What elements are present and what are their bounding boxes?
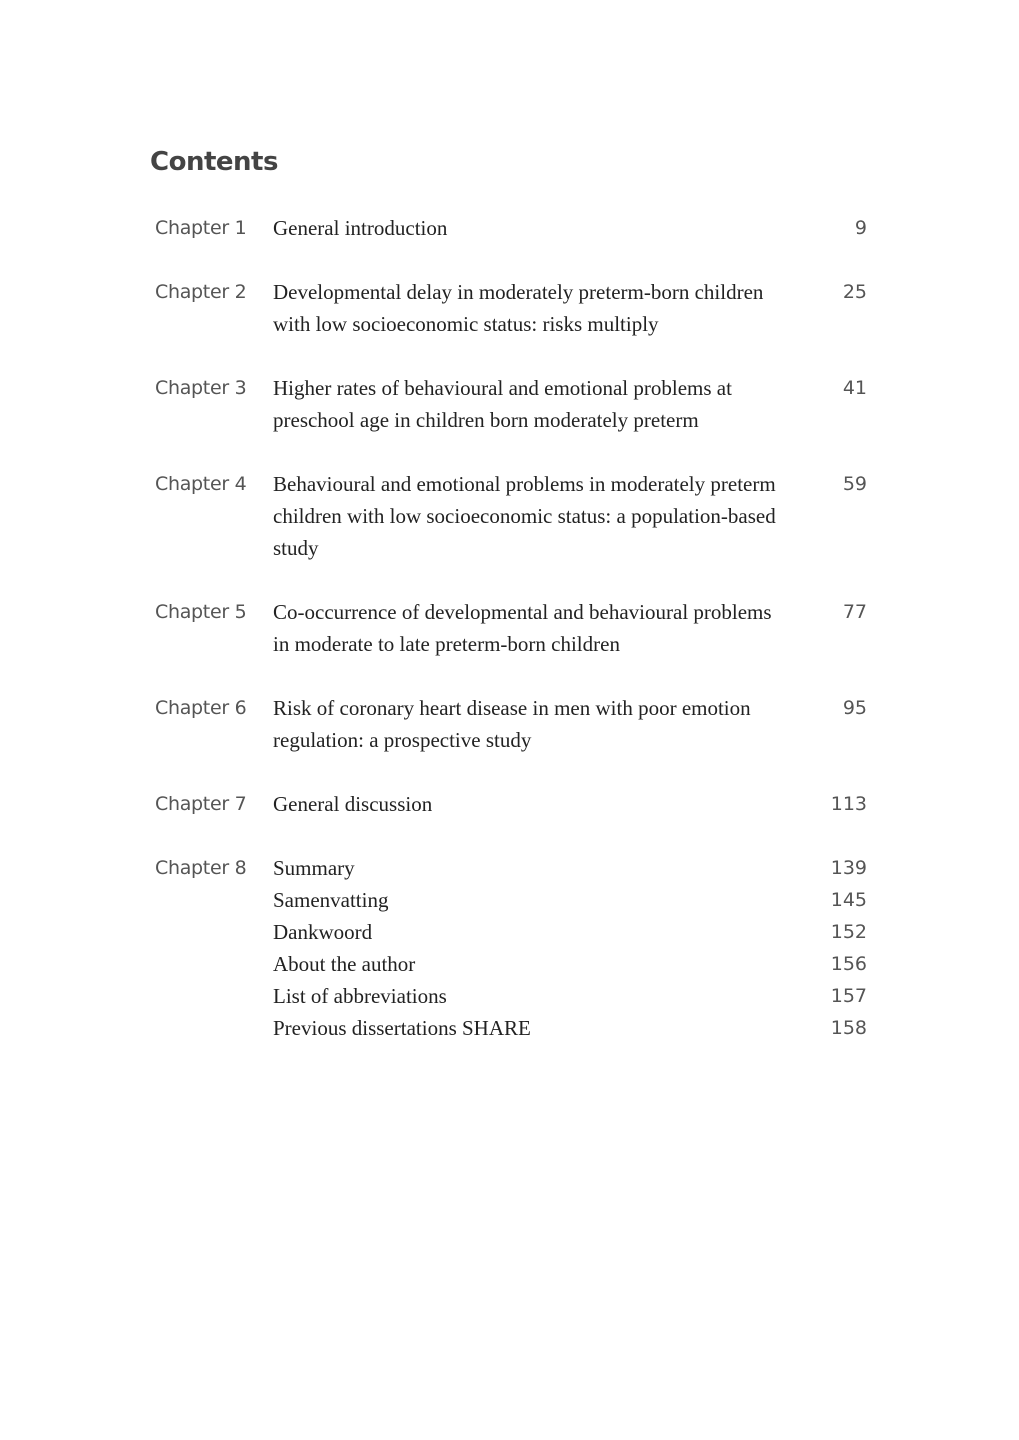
entry-page-number: 25 — [842, 281, 867, 303]
entry-page-number: 156 — [830, 953, 867, 975]
chapter-entries — [273, 692, 867, 756]
entry-page-number: 9 — [854, 217, 867, 239]
entry-title: About the author — [273, 952, 416, 976]
chapter-label: Chapter 2 — [155, 281, 247, 303]
entry-page-number: 95 — [842, 697, 867, 719]
entry-page-number: 41 — [842, 377, 867, 399]
entry-title: Risk of coronary heart disease in men with poor emotion regulation: a prospective study — [273, 696, 751, 752]
table-of-contents — [155, 212, 867, 1076]
toc-entry[interactable] — [273, 884, 867, 916]
toc-entry[interactable] — [273, 852, 867, 884]
entry-title: Dankwoord — [273, 920, 373, 944]
chapter-label: Chapter 1 — [155, 217, 247, 239]
toc-entry[interactable] — [273, 596, 867, 660]
entry-title: General discussion — [273, 792, 433, 816]
entry-page-number: 145 — [830, 889, 867, 911]
entry-page-number: 77 — [842, 601, 867, 623]
entry-title: Behavioural and emotional problems in moderately preterm children with low socioeconomic status: a population-based study — [273, 472, 776, 560]
toc-chapter-3 — [155, 372, 867, 436]
entry-page-number: 139 — [830, 857, 867, 879]
entry-title: Previous dissertations SHARE — [273, 1016, 531, 1040]
toc-entry[interactable] — [273, 948, 867, 980]
entry-title: Developmental delay in moderately preterm-born children with low socioeconomic status: risks multiply — [273, 280, 764, 336]
toc-entry[interactable] — [273, 468, 867, 564]
entry-page-number: 59 — [842, 473, 867, 495]
entry-page-number: 152 — [830, 921, 867, 943]
entry-title: Co-occurrence of developmental and behavioural problems in moderate to late preterm-born children — [273, 600, 772, 656]
toc-entry[interactable] — [273, 788, 867, 820]
chapter-label: Chapter 4 — [155, 473, 247, 495]
page-title: Contents — [150, 147, 278, 177]
chapter-entries — [273, 372, 867, 436]
toc-entry[interactable] — [273, 916, 867, 948]
entry-page-number: 157 — [830, 985, 867, 1007]
toc-entry[interactable] — [273, 980, 867, 1012]
chapter-label: Chapter 7 — [155, 793, 247, 815]
toc-chapter-4 — [155, 468, 867, 564]
entry-title: Samenvatting — [273, 888, 389, 912]
chapter-entries — [273, 596, 867, 660]
toc-chapter-5 — [155, 596, 867, 660]
entry-title: Higher rates of behavioural and emotional problems at preschool age in children born moderately preterm — [273, 376, 732, 432]
chapter-entries — [273, 468, 867, 564]
chapter-label: Chapter 8 — [155, 857, 247, 879]
toc-chapter-8 — [155, 852, 867, 1044]
chapter-entries — [273, 212, 867, 244]
chapter-entries — [273, 852, 867, 1044]
entry-page-number: 113 — [830, 793, 867, 815]
toc-entry[interactable] — [273, 692, 867, 756]
toc-entry[interactable] — [273, 372, 867, 436]
entry-title: Summary — [273, 856, 355, 880]
chapter-entries — [273, 276, 867, 340]
toc-chapter-7 — [155, 788, 867, 820]
toc-chapter-6 — [155, 692, 867, 756]
toc-entry[interactable] — [273, 276, 867, 340]
entry-title: General introduction — [273, 216, 448, 240]
chapter-label: Chapter 5 — [155, 601, 247, 623]
chapter-entries — [273, 788, 867, 820]
toc-entry[interactable] — [273, 1012, 867, 1044]
toc-chapter-2 — [155, 276, 867, 340]
chapter-label: Chapter 6 — [155, 697, 247, 719]
chapter-label: Chapter 3 — [155, 377, 247, 399]
toc-chapter-1 — [155, 212, 867, 244]
entry-title: List of abbreviations — [273, 984, 447, 1008]
entry-page-number: 158 — [830, 1017, 867, 1039]
toc-entry[interactable] — [273, 212, 867, 244]
